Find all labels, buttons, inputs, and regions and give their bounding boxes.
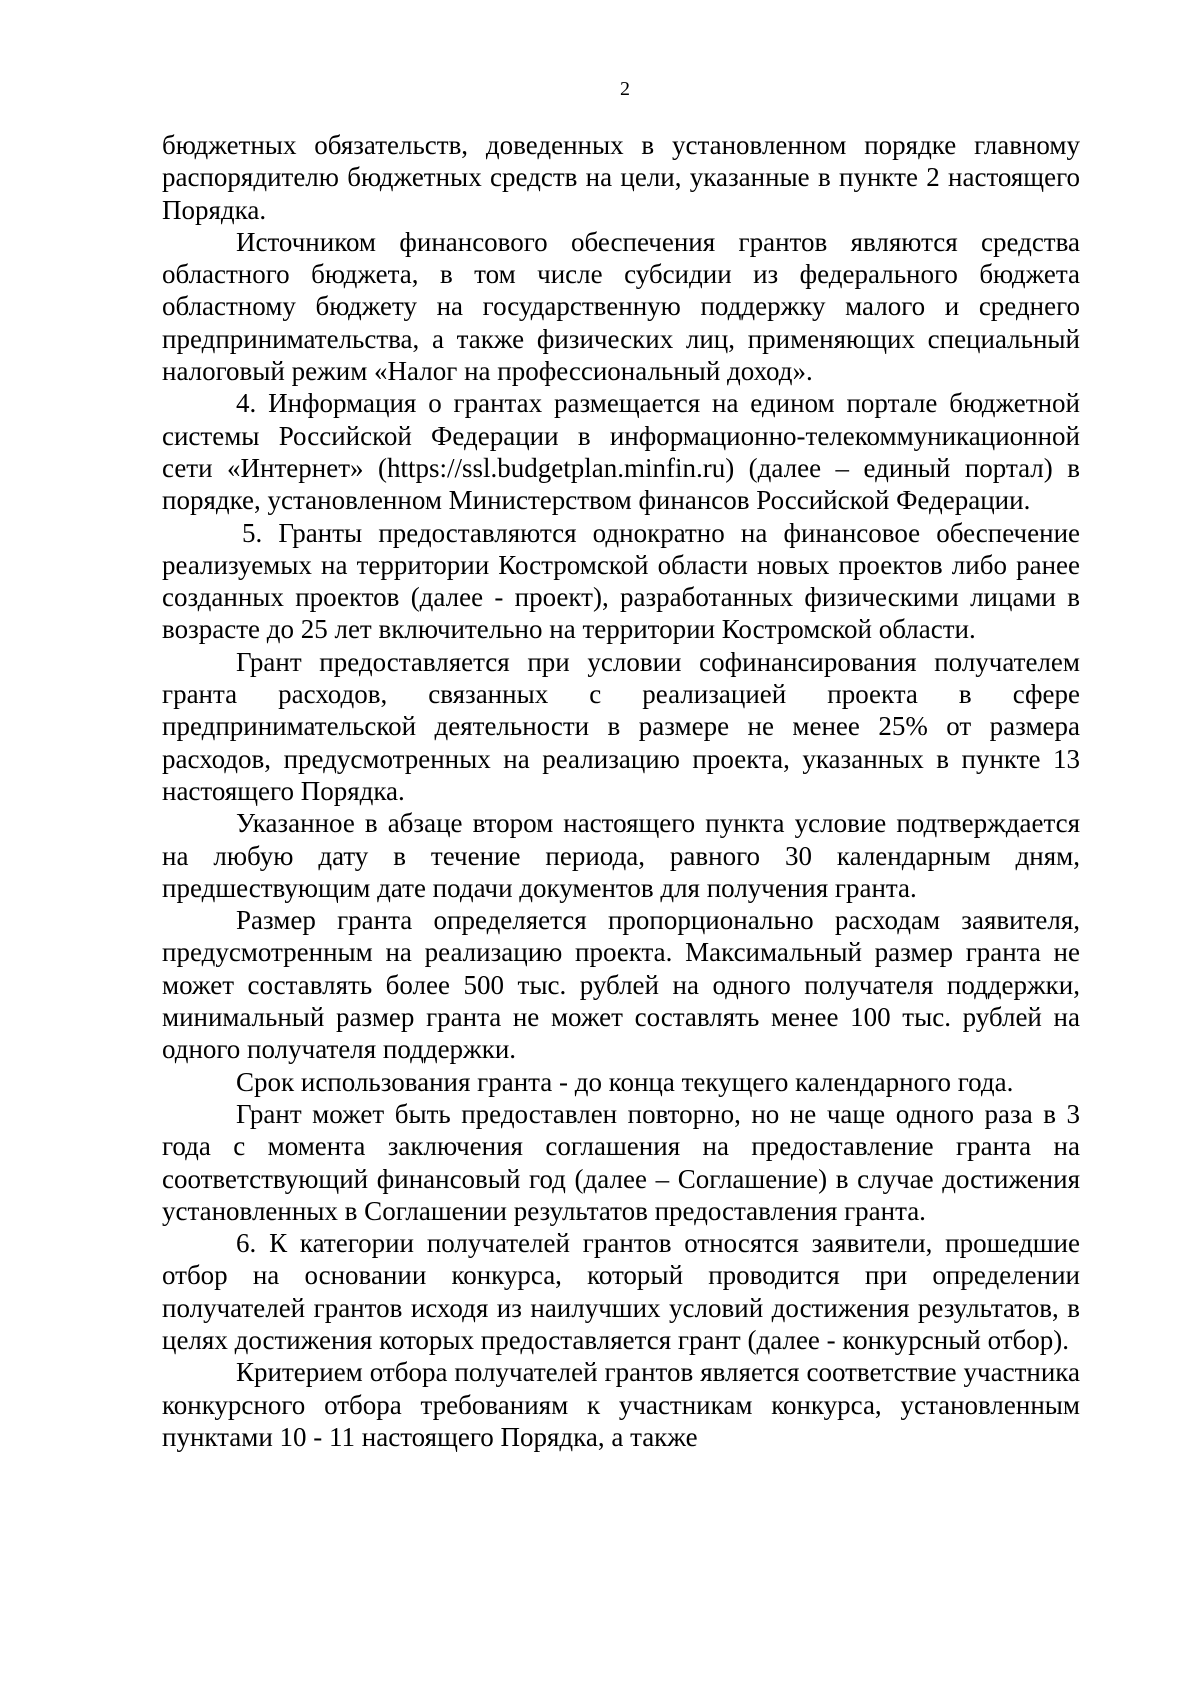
paragraph: 6. К категории получателей грантов относятся заявители, прошедшие отбор на основании конкурса, который проводится при определении получателей грантов исходя из наилучших условий достижения результатов, в целях достижения которых предоставляется грант (далее - конкурсный отбор). xyxy=(162,1228,1080,1355)
paragraph: Критерием отбора получателей грантов является соответствие участника конкурсного отбора требованиям к участникам конкурса, установленным пунктами 10 - 11 настоящего Порядка, а также xyxy=(162,1357,1080,1452)
document-body xyxy=(162,129,1080,1453)
paragraph: Грант предоставляется при условии софинансирования получателем гранта расходов, связанных с реализацией проекта в сфере предпринимательской деятельности в размере не менее 25% от размера расходов, предусмотренных на реализацию проекта, указанных в пункте 13 настоящего Порядка. xyxy=(162,646,1080,806)
paragraph: Срок использования гранта - до конца текущего календарного года. xyxy=(236,1066,1014,1097)
page-number: 2 xyxy=(620,78,630,100)
paragraph: Грант может быть предоставлен повторно, но не чаще одного раза в 3 года с момента заключения соглашения на предоставление гранта на соответствующий финансовый год (далее – Соглашение) в случае достижения установленных в Соглашении результатов предоставления гранта. xyxy=(162,1098,1080,1226)
paragraph: Размер гранта определяется пропорционально расходам заявителя, предусмотренным на реализацию проекта. Максимальный размер гранта не может составлять более 500 тыс. рублей на одного получателя поддержки, минимальный размер гранта не может составлять менее 100 тыс. рублей на одного получателя поддержки. xyxy=(162,905,1080,1065)
paragraph: Источником финансового обеспечения грантов являются средства областного бюджета, в том числе субсидии из федерального бюджета областному бюджету на государственную поддержку малого и среднего предпринимательства, а также физических лиц, применяющих специальный налоговый режим «Налог на профессиональный доход». xyxy=(162,226,1080,387)
paragraph: 5. Гранты предоставляются однократно на финансовое обеспечение реализуемых на территории Костромской области новых проектов либо ранее созданных проектов (далее - проект), разработанных физическими лицами в возрасте до 25 лет включительно на территории Костромской области. xyxy=(162,517,1080,645)
paragraph: 4. Информация о грантах размещается на едином портале бюджетной системы Российской Федерации в информационно-телекоммуникационной сети «Интернет» (https://ssl.budgetplan.minfin.ru) (далее – единый портал) в порядке, установленном Министерством финансов Российской Федерации. xyxy=(162,388,1080,516)
paragraph: бюджетных обязательств, доведенных в установленном порядке главному распорядителю бюджетных средств на цели, указанные в пункте 2 настоящего Порядка. xyxy=(162,130,1080,225)
paragraph: Указанное в абзаце втором настоящего пункта условие подтверждается на любую дату в течение периода, равного 30 календарным дням, предшествующим дате подачи документов для получения гранта. xyxy=(162,808,1080,903)
